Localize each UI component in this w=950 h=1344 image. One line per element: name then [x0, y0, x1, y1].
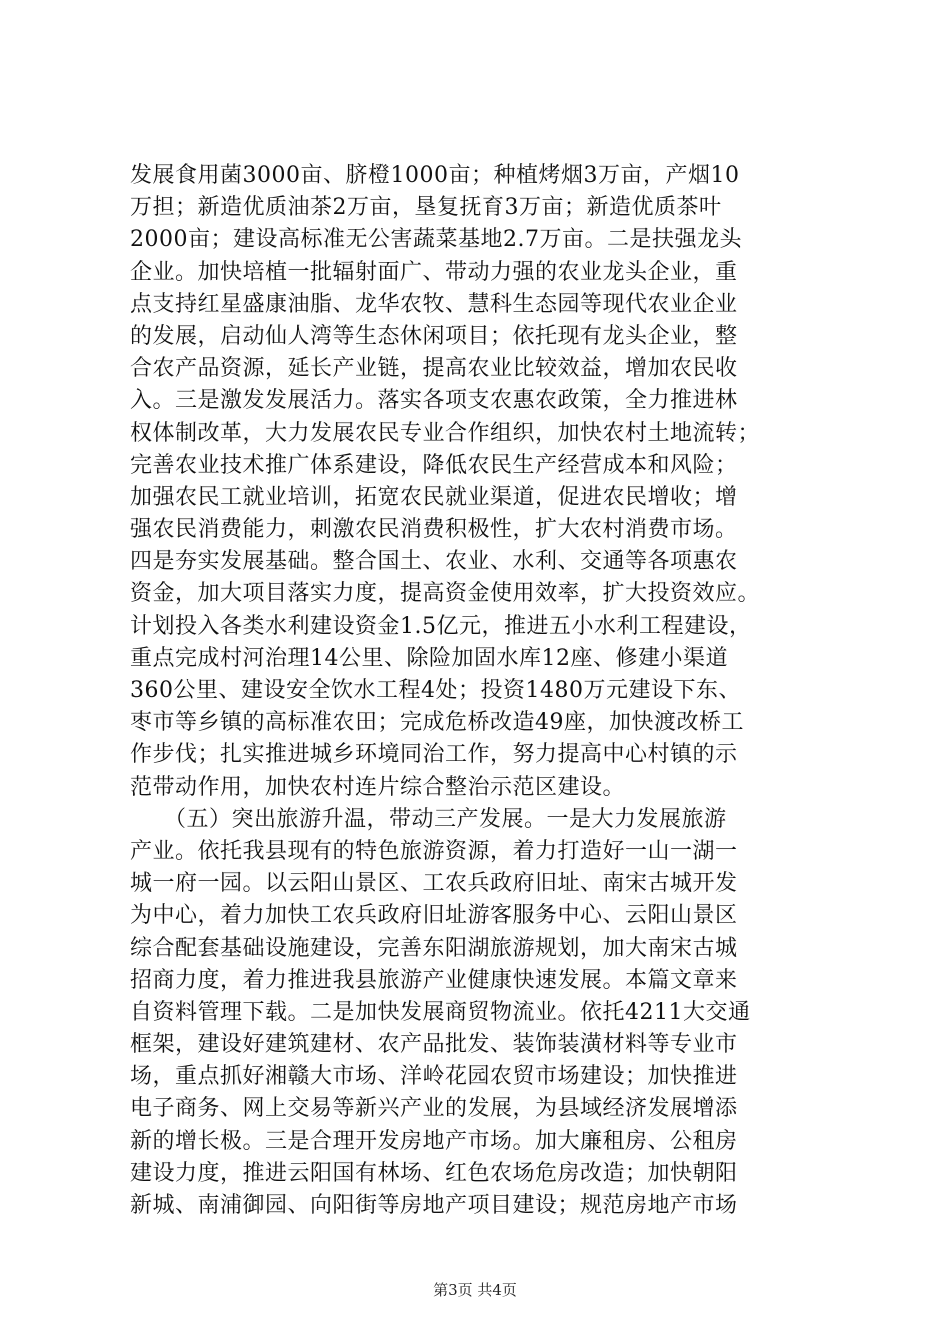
text-line: 电子商务、网上交易等新兴产业的发展，为县域经济发展增添 — [130, 1096, 738, 1122]
text-line: 建设力度，推进云阳国有林场、红色农场危房改造；加快朝阳 — [130, 1160, 738, 1186]
text-line: 框架，建设好建筑建材、农产品批发、装饰装潢材料等专业市 — [130, 1032, 738, 1058]
text-line: 新城、南浦御园、向阳街等房地产项目建设；规范房地产市场 — [130, 1193, 738, 1218]
text-line: 点支持红星盛康油脂、龙华农牧、慧科生态园等现代农业企业 — [130, 291, 738, 317]
text-line: 360公里、建设安全饮水工程4处；投资1480万元建设下东、 — [130, 678, 741, 703]
text-line: 强农民消费能力，刺激农民消费积极性，扩大农村消费市场。 — [130, 517, 738, 543]
text-line: 资金，加大项目落实力度，提高资金使用效率，扩大投资效应。 — [130, 581, 761, 607]
body-text — [130, 160, 830, 1222]
text-line: 发展食用菌3000亩、脐橙1000亩；种植烤烟3万亩，产烟10 — [130, 163, 740, 188]
page-number-footer: 第3页 共4页 — [433, 1281, 517, 1299]
text-line: 合农产品资源，延长产业链，提高农业比较效益，增加农民收 — [130, 356, 738, 382]
text-line: 的发展，启动仙人湾等生态休闲项目；依托现有龙头企业，整 — [130, 323, 738, 349]
text-line: 场，重点抓好湘赣大市场、洋岭花园农贸市场建设；加快推进 — [130, 1064, 738, 1090]
text-line: 城一府一园。以云阳山景区、工农兵政府旧址、南宋古城开发 — [130, 871, 738, 897]
text-line: 招商力度，着力推进我县旅游产业健康快速发展。本篇文章来 — [130, 967, 738, 993]
text-line: 综合配套基础设施建设，完善东阳湖旅游规划，加大南宋古城 — [130, 935, 738, 961]
text-line: 加强农民工就业培训，拓宽农民就业渠道，促进农民增收；增 — [130, 484, 738, 510]
text-line: 为中心，着力加快工农兵政府旧址游客服务中心、云阳山景区 — [130, 903, 738, 929]
text-line: 新的增长极。三是合理开发房地产市场。加大廉租房、公租房 — [130, 1128, 738, 1154]
text-line: 企业。加快培植一批辐射面广、带动力强的农业龙头企业，重 — [130, 259, 738, 285]
text-line: 权体制改革，大力发展农民专业合作组织，加快农村土地流转； — [130, 420, 761, 446]
text-line: 四是夯实发展基础。整合国土、农业、水利、交通等各项惠农 — [130, 549, 738, 575]
text-line: 范带动作用，加快农村连片综合整治示范区建设。 — [130, 774, 626, 800]
text-line: 自资料管理下载。二是加快发展商贸物流业。依托4211大交通 — [130, 999, 751, 1025]
text-line: 入。三是激发发展活力。落实各项支农惠农政策，全力推进林 — [130, 388, 738, 414]
section-heading-line: （五）突出旅游升温，带动三产发展。一是大力发展旅游 — [130, 806, 727, 832]
text-line: 万担；新造优质油茶2万亩，垦复抚育3万亩；新造优质茶叶 — [130, 195, 722, 221]
text-line: 重点完成村河治理14公里、除险加固水库12座、修建小渠道 — [130, 645, 728, 671]
text-line: 产业。依托我县现有的特色旅游资源，着力打造好一山一湖一 — [130, 838, 738, 864]
text-line: 2000亩；建设高标准无公害蔬菜基地2.7万亩。二是扶强龙头 — [130, 227, 742, 253]
text-line: 完善农业技术推广体系建设，降低农民生产经营成本和风险； — [130, 452, 738, 478]
text-line: 作步伐；扎实推进城乡环境同治工作，努力提高中心村镇的示 — [130, 742, 738, 768]
text-line: 枣市等乡镇的高标准农田；完成危桥改造49座，加快渡改桥工 — [130, 710, 744, 736]
text-line: 计划投入各类水利建设资金1.5亿元，推进五小水利工程建设， — [130, 613, 752, 639]
